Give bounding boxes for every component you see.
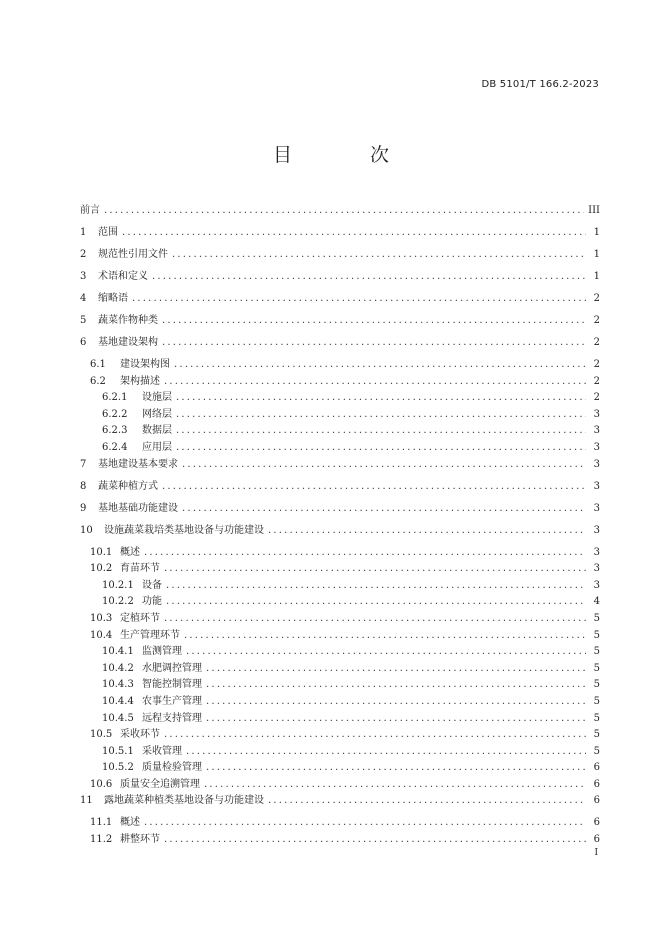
toc-entry-page: 5 <box>593 729 600 741</box>
toc-entry-label: 网络层 <box>142 408 172 420</box>
toc-entry-page: 6 <box>593 762 600 774</box>
toc-leader-dots <box>206 679 586 690</box>
toc-entry-number: 6.2.4 <box>102 441 128 453</box>
toc-entry-label: 生产管理环节 <box>120 629 180 641</box>
toc-entry-number: 7 <box>80 458 87 470</box>
toc-entry-label: 设施蔬菜栽培类基地设备与功能建设 <box>104 524 264 536</box>
toc-entry[interactable] <box>80 311 600 333</box>
toc-leader-dots <box>162 337 586 348</box>
toc-leader-dots <box>206 663 586 674</box>
toc-entry[interactable] <box>80 223 600 245</box>
toc-entry-page: 3 <box>593 480 600 492</box>
toc-entry-number: 10.3 <box>90 612 113 624</box>
toc-entry[interactable] <box>80 758 600 775</box>
toc-leader-dots <box>268 795 586 806</box>
toc-entry-number: 11.1 <box>90 817 113 829</box>
toc-entry-page: 6 <box>593 834 600 846</box>
toc-entry-number: 11 <box>80 795 93 807</box>
toc-entry-page: 3 <box>593 441 600 453</box>
toc-leader-dots <box>104 205 584 216</box>
toc-entry-label: 基地建设基本要求 <box>98 458 178 470</box>
toc-leader-dots <box>186 646 586 657</box>
toc-entry-number: 10.4.2 <box>102 662 134 674</box>
toc-entry-number: 10.6 <box>90 778 113 790</box>
toc-leader-dots <box>204 779 586 790</box>
toc-entry-page: 2 <box>593 293 600 304</box>
toc-entry-label: 规范性引用文件 <box>98 249 168 260</box>
toc-entry-page: 1 <box>593 249 600 260</box>
toc-entry-page: 2 <box>593 315 600 326</box>
toc-leader-dots <box>268 525 586 536</box>
toc-entry-number: 10.5.1 <box>102 745 134 757</box>
toc-entry-page: 1 <box>593 271 600 282</box>
toc-entry-label: 质量检验管理 <box>142 762 202 774</box>
toc-entry-number: 1 <box>80 227 87 238</box>
toc-entry[interactable] <box>80 245 600 267</box>
toc-entry-label: 范围 <box>98 227 118 238</box>
toc-entry-label: 建设架构图 <box>120 359 170 370</box>
toc-entry[interactable] <box>80 289 600 311</box>
toc-leader-dots <box>166 596 586 607</box>
toc-entry-label: 术语和定义 <box>98 271 148 282</box>
toc-entry-page: 5 <box>593 646 600 658</box>
toc-leader-dots <box>166 580 586 591</box>
toc-leader-dots <box>182 503 586 514</box>
toc-entry-page: 5 <box>593 612 600 624</box>
toc-entry-number: 10.4.4 <box>102 695 134 707</box>
toc-leader-dots <box>176 409 586 420</box>
toc-entry[interactable] <box>80 775 600 792</box>
toc-entry[interactable] <box>80 477 600 499</box>
toc-entry[interactable] <box>80 692 600 709</box>
toc-entry-page: 5 <box>593 662 600 674</box>
toc-entry-label: 育苗环节 <box>120 563 160 575</box>
toc-leader-dots <box>206 713 586 724</box>
toc-entry[interactable] <box>80 455 600 477</box>
toc-leader-dots <box>206 696 586 707</box>
toc-entry-label: 缩略语 <box>98 293 128 304</box>
table-of-contents <box>80 201 600 847</box>
toc-entry-page: 3 <box>593 408 600 420</box>
toc-leader-dots <box>162 481 586 492</box>
toc-entry[interactable] <box>80 521 600 543</box>
toc-entry-page: 3 <box>593 524 600 536</box>
toc-entry-label: 应用层 <box>142 441 172 453</box>
toc-entry-number: 6.2 <box>90 375 106 387</box>
toc-entry-page: 3 <box>593 425 600 437</box>
toc-entry[interactable] <box>80 791 600 813</box>
toc-entry[interactable] <box>80 659 600 676</box>
toc-entry[interactable] <box>80 372 600 389</box>
toc-leader-dots <box>174 359 586 370</box>
toc-entry-number: 10 <box>80 524 93 536</box>
toc-entry-page: 5 <box>593 712 600 724</box>
toc-entry-label: 耕整环节 <box>120 834 160 846</box>
toc-entry-page: III <box>588 205 600 216</box>
toc-entry-label: 设备 <box>142 579 162 591</box>
toc-leader-dots <box>182 459 586 470</box>
toc-entry-page: 2 <box>593 359 600 370</box>
toc-entry-label: 基地基础功能建设 <box>98 502 178 514</box>
toc-entry[interactable] <box>80 609 600 626</box>
toc-leader-dots <box>176 425 586 436</box>
toc-entry-number: 10.1 <box>90 546 113 558</box>
toc-entry-page: 6 <box>593 817 600 829</box>
toc-entry-page: 1 <box>593 227 600 238</box>
toc-entry-number: 6.2.2 <box>102 408 128 420</box>
toc-entry-label: 架构描述 <box>120 375 160 387</box>
toc-entry-label: 功能 <box>142 596 162 608</box>
toc-entry-label: 水肥调控管理 <box>142 662 202 674</box>
toc-entry-number: 10.2.1 <box>102 579 134 591</box>
toc-entry[interactable] <box>80 813 600 830</box>
toc-entry-label: 采收环节 <box>120 729 160 741</box>
toc-entry-number: 10.5.2 <box>102 762 134 774</box>
toc-entry-page: 6 <box>593 778 600 790</box>
toc-entry-number: 10.2.2 <box>102 596 134 608</box>
toc-leader-dots <box>186 746 586 757</box>
toc-entry-number: 10.4.3 <box>102 679 134 691</box>
toc-entry-number: 6.2.3 <box>102 425 128 437</box>
toc-entry-label: 蔬菜种植方式 <box>98 480 158 492</box>
toc-entry-page: 3 <box>593 546 600 558</box>
toc-entry-label: 设施层 <box>142 392 172 404</box>
toc-entry-page: 2 <box>593 337 600 348</box>
toc-entry-number: 10.5 <box>90 729 113 741</box>
toc-entry-page: 6 <box>593 795 600 807</box>
toc-entry-number: 10.4.1 <box>102 646 134 658</box>
toc-entry[interactable] <box>80 675 600 692</box>
toc-entry-label: 定植环节 <box>120 612 160 624</box>
page-number: I <box>594 848 598 858</box>
toc-entry-page: 2 <box>593 375 600 387</box>
toc-entry-label: 农事生产管理 <box>142 695 202 707</box>
toc-entry-number: 10.2 <box>90 563 113 575</box>
toc-entry-label: 数据层 <box>142 425 172 437</box>
toc-entry[interactable] <box>80 642 600 659</box>
toc-entry-label: 采收管理 <box>142 745 182 757</box>
toc-entry-number: 2 <box>80 249 87 260</box>
toc-entry-label: 监测管理 <box>142 646 182 658</box>
toc-entry-page: 3 <box>593 458 600 470</box>
toc-entry-page: 5 <box>593 695 600 707</box>
toc-entry[interactable] <box>80 421 600 438</box>
toc-entry[interactable] <box>80 201 600 223</box>
toc-entry-number: 11.2 <box>90 834 113 846</box>
toc-entry-number: 8 <box>80 480 87 492</box>
toc-leader-dots <box>206 762 586 773</box>
toc-entry-page: 3 <box>593 502 600 514</box>
toc-entry[interactable] <box>80 559 600 576</box>
toc-leader-dots <box>152 271 586 282</box>
toc-entry[interactable] <box>80 405 600 422</box>
toc-entry-page: 5 <box>593 745 600 757</box>
page-title: 目 次 <box>272 144 426 166</box>
toc-entry-number: 5 <box>80 315 87 326</box>
toc-entry-label: 露地蔬菜种植类基地设备与功能建设 <box>104 795 264 807</box>
toc-entry-page: 3 <box>593 563 600 575</box>
toc-entry-number: 10.4.5 <box>102 712 134 724</box>
toc-entry-page: 5 <box>593 679 600 691</box>
toc-leader-dots <box>176 442 586 453</box>
toc-entry-label: 智能控制管理 <box>142 679 202 691</box>
toc-leader-dots <box>122 227 586 238</box>
toc-leader-dots <box>164 729 586 740</box>
toc-entry[interactable] <box>80 333 600 355</box>
toc-entry-page: 4 <box>593 596 600 608</box>
toc-entry-label: 质量安全追溯管理 <box>120 778 200 790</box>
toc-entry-page: 5 <box>593 629 600 641</box>
toc-entry[interactable] <box>80 438 600 455</box>
toc-entry[interactable] <box>80 592 600 609</box>
toc-entry-label: 基地建设架构 <box>98 337 158 348</box>
toc-leader-dots <box>144 817 586 828</box>
toc-entry-number: 9 <box>80 502 87 514</box>
toc-entry-label: 概述 <box>120 546 140 558</box>
toc-entry[interactable] <box>80 388 600 405</box>
toc-entry-number: 4 <box>80 293 87 304</box>
toc-entry-label: 概述 <box>120 817 140 829</box>
toc-leader-dots <box>164 563 586 574</box>
toc-entry[interactable] <box>80 543 600 560</box>
toc-entry[interactable] <box>80 709 600 726</box>
toc-entry-page: 2 <box>593 392 600 404</box>
toc-leader-dots <box>162 315 586 326</box>
toc-entry-number: 6.2.1 <box>102 392 128 404</box>
toc-leader-dots <box>172 249 586 260</box>
toc-leader-dots <box>184 630 586 641</box>
toc-leader-dots <box>132 293 586 304</box>
toc-entry-label: 远程支持管理 <box>142 712 202 724</box>
toc-entry[interactable] <box>80 742 600 759</box>
toc-leader-dots <box>164 376 586 387</box>
toc-entry[interactable] <box>80 626 600 643</box>
toc-entry[interactable] <box>80 830 600 847</box>
toc-entry-label: 蔬菜作物种类 <box>98 315 158 326</box>
toc-entry[interactable] <box>80 725 600 742</box>
toc-entry-number: 6.1 <box>90 359 106 370</box>
toc-entry[interactable] <box>80 499 600 521</box>
toc-leader-dots <box>164 834 586 845</box>
toc-entry-page: 3 <box>593 579 600 591</box>
toc-entry-number: 6 <box>80 337 87 348</box>
document-code: DB 5101/T 166.2-2023 <box>481 79 599 90</box>
toc-entry-number: 3 <box>80 271 87 282</box>
toc-leader-dots <box>164 613 586 624</box>
toc-leader-dots <box>144 547 586 558</box>
toc-entry[interactable] <box>80 355 600 372</box>
toc-leader-dots <box>176 392 586 403</box>
toc-entry-label: 前言 <box>80 205 100 216</box>
toc-entry[interactable] <box>80 267 600 289</box>
toc-entry[interactable] <box>80 576 600 593</box>
toc-entry-number: 10.4 <box>90 629 113 641</box>
